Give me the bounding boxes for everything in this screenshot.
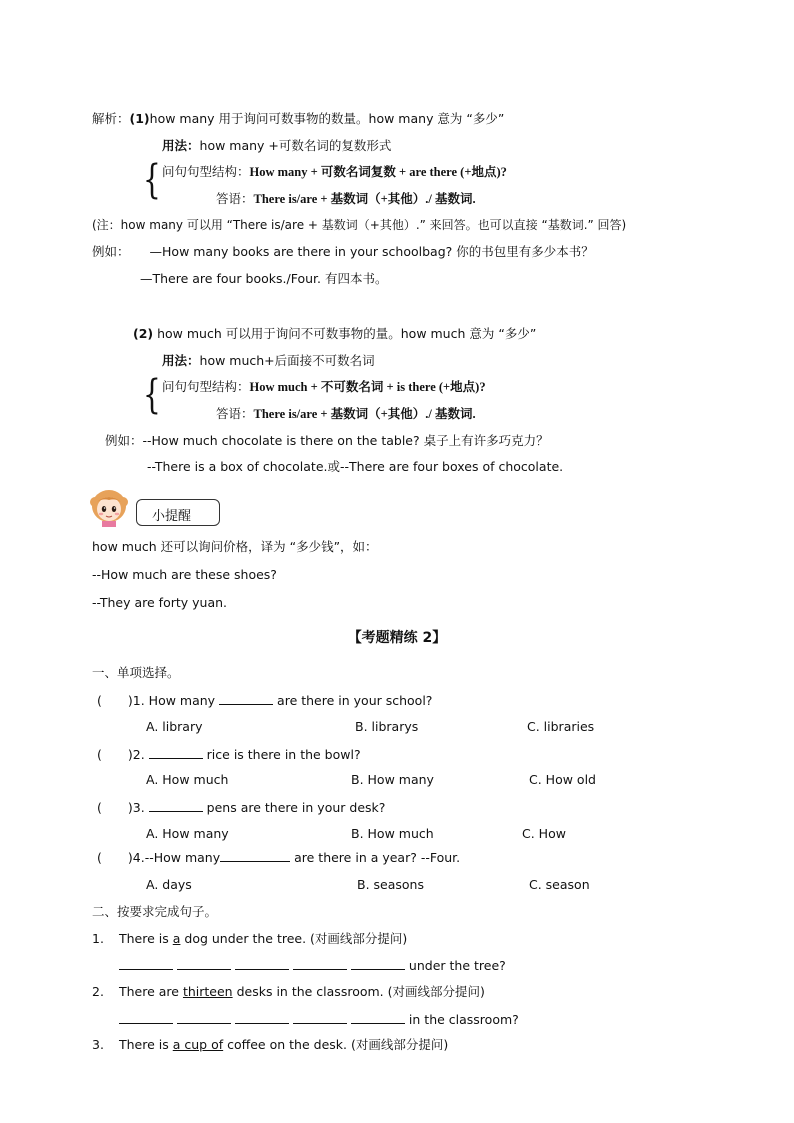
answer-blank[interactable] (235, 957, 289, 970)
question-text: rice is there in the bowl? (206, 747, 361, 762)
example-2-answer: --There is a box of chocolate.或--There are four boxes of chocolate. (147, 459, 564, 474)
note-line: (注：how many 可以用 “There is/are + 基数词（+其他）.” 来回答。也可以直接 “基数词.” 回答) (92, 218, 627, 232)
option-c[interactable]: C. libraries (527, 719, 595, 734)
answer-structure-1-label: 答语： (216, 191, 254, 206)
question-number: )3. (127, 800, 145, 815)
tip-line-1: how much 还可以询问价格，译为 “多少钱”，如： (92, 539, 378, 554)
answer-paren: ( (97, 747, 102, 762)
item-1-answer-line (119, 957, 506, 974)
item-text: There is (119, 931, 173, 946)
section-1-number: (1) (129, 111, 150, 126)
example-1-question-text: —How many books are there in your schoolbag? 你的书包里有多少本书？ (149, 244, 594, 259)
section-2-line (133, 326, 536, 342)
answer-tail: under the tree? (408, 958, 506, 973)
question-structure-2 (162, 379, 486, 395)
question-structure-1-label: 问句句型结构： (162, 164, 250, 179)
answer-paren: ( (97, 800, 102, 815)
option-b[interactable]: B. How much (351, 826, 434, 841)
item-text: coffee on the desk. (对画线部分提问) (223, 1037, 449, 1052)
underlined-word: a (172, 931, 181, 946)
item-2-answer-line (119, 1011, 519, 1028)
answer-tail: in the classroom? (408, 1012, 519, 1027)
answer-blank[interactable] (149, 799, 203, 812)
question-structure-2-text: How much + 不可数名词 + is there (+地点)? (249, 380, 486, 394)
question-text: are there in a year? --Four. (294, 850, 461, 865)
answer-blank[interactable] (177, 957, 231, 970)
question-3 (97, 799, 385, 816)
answer-blank[interactable] (219, 692, 273, 705)
question-number: )1. How many (127, 693, 216, 708)
question-number: )2. (127, 747, 145, 762)
option-b[interactable]: B. librarys (355, 719, 419, 734)
option-a[interactable]: A. How many (146, 826, 229, 841)
usage-1 (162, 138, 391, 154)
answer-structure-1 (216, 191, 476, 207)
answer-paren: ( (97, 693, 102, 708)
item-text: desks in the classroom. (对画线部分提问) (232, 984, 485, 999)
question-4 (97, 849, 460, 866)
answer-blank[interactable] (220, 849, 290, 862)
usage-2-label: 用法： (162, 353, 200, 368)
item-3 (92, 1037, 448, 1053)
question-structure-1 (162, 164, 507, 180)
option-c[interactable]: C. How (522, 826, 566, 841)
section-1-text: how many 用于询问可数事物的数量。how many 意为 “多少” (149, 111, 505, 126)
answer-blank[interactable] (177, 1011, 231, 1024)
answer-structure-2 (216, 406, 476, 422)
usage-1-text: how many +可数名词的复数形式 (199, 138, 392, 153)
question-text: pens are there in your desk? (206, 800, 386, 815)
question-structure-2-label: 问句句型结构： (162, 379, 250, 394)
item-number: 3. (92, 1037, 104, 1052)
answer-blank[interactable] (351, 957, 405, 970)
question-text: are there in your school? (277, 693, 433, 708)
analysis-line-1 (92, 111, 504, 127)
brace-2: { (143, 372, 161, 418)
part-1-heading: 一、单项选择。 (92, 665, 180, 680)
option-a[interactable]: A. library (146, 719, 203, 734)
usage-2 (162, 353, 375, 369)
question-structure-1-text: How many + 可数名词复数 + are there (+地点)? (249, 165, 507, 179)
example-1-question (92, 244, 594, 260)
example-1-answer: —There are four books./Four. 有四本书。 (140, 271, 388, 286)
option-a[interactable]: A. days (146, 877, 192, 892)
answer-structure-2-label: 答语： (216, 406, 254, 421)
answer-blank[interactable] (235, 1011, 289, 1024)
answer-paren: ( (97, 850, 102, 865)
section-2-text: how much 可以用于询问不可数事物的量。how much 意为 “多少” (157, 326, 537, 341)
answer-blank[interactable] (119, 957, 173, 970)
question-1 (97, 692, 432, 709)
answer-blank[interactable] (293, 1011, 347, 1024)
answer-structure-2-text: There is/are + 基数词（+其他）./ 基数词. (253, 407, 476, 421)
item-text: dog under the tree. (对画线部分提问) (180, 931, 408, 946)
analysis-prefix: 解析： (92, 111, 130, 126)
answer-structure-1-text: There is/are + 基数词（+其他）./ 基数词. (253, 192, 476, 206)
answer-blank[interactable] (149, 746, 203, 759)
item-text: There is (119, 1037, 173, 1052)
tip-line-2: --How much are these shoes? (92, 567, 277, 582)
option-b[interactable]: B. seasons (357, 877, 424, 892)
question-number: )4.--How many (127, 850, 221, 865)
example-2-question-text: --How much chocolate is there on the table? 桌子上有许多巧克力？ (142, 433, 549, 448)
item-2 (92, 984, 485, 1000)
item-text: There are (119, 984, 183, 999)
example-2-label: 例如： (105, 433, 143, 448)
tip-line-3: --They are forty yuan. (92, 595, 228, 610)
item-1 (92, 931, 407, 947)
answer-blank[interactable] (351, 1011, 405, 1024)
usage-2-text: how much+后面接不可数名词 (199, 353, 375, 368)
option-b[interactable]: B. How many (351, 772, 434, 787)
option-c[interactable]: C. season (529, 877, 590, 892)
exercise-title: 【考题精练 2】 (347, 630, 447, 646)
answer-blank[interactable] (293, 957, 347, 970)
example-1-label: 例如： (92, 244, 130, 259)
brace-1: { (143, 157, 161, 203)
question-2 (97, 746, 361, 763)
tip-label: 小提醒 (152, 509, 192, 524)
part-2-heading: 二、按要求完成句子。 (92, 904, 218, 919)
option-a[interactable]: A. How much (146, 772, 229, 787)
item-number: 1. (92, 931, 104, 946)
underlined-word: thirteen (182, 984, 233, 999)
answer-blank[interactable] (119, 1011, 173, 1024)
section-2-number: (2) (133, 326, 154, 341)
usage-1-label: 用法： (162, 138, 200, 153)
example-2-question (105, 433, 549, 449)
underlined-word: a cup of (172, 1037, 224, 1052)
girl-avatar-icon (90, 488, 128, 528)
item-number: 2. (92, 984, 104, 999)
option-c[interactable]: C. How old (529, 772, 596, 787)
